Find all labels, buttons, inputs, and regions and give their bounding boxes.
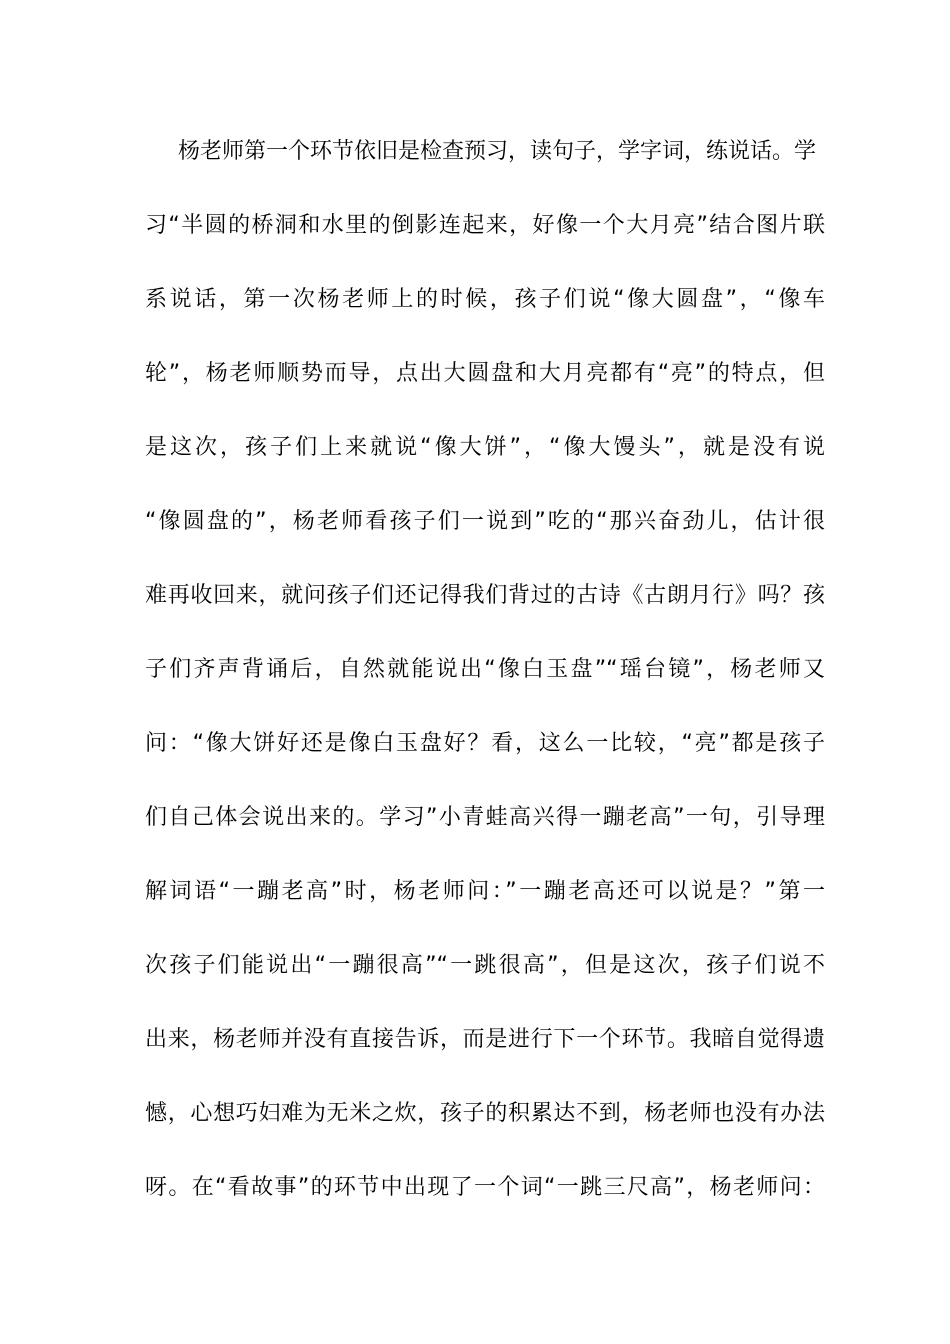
paragraph-line-9: 问：“像大饼好还是像白玉盘好？看，这么一比较，“亮”都是孩子 [145, 731, 825, 756]
paragraph-line-2: 习“半圆的桥洞和水里的倒影连起来，好像一个大月亮”结合图片联 [145, 213, 825, 238]
paragraph-line-3: 系说话，第一次杨老师上的时候，孩子们说“像大圆盘”，“像车 [145, 287, 825, 312]
paragraph-line-6: “像圆盘的”，杨老师看孩子们一说到”吃的“那兴奋劲儿，估计很 [145, 509, 825, 534]
paragraph-line-15: 呀。在“看故事”的环节中出现了一个词“一跳三尺高”，杨老师问： [145, 1175, 825, 1200]
paragraph-line-7: 难再收回来，就问孩子们还记得我们背过的古诗《古朗月行》吗？孩 [145, 583, 825, 608]
paragraph-line-8: 子们齐声背诵后，自然就能说出“像白玉盘”“瑶台镜”，杨老师又 [145, 657, 825, 682]
paragraph-line-1: 杨老师第一个环节依旧是检查预习，读句子，学字词，练说话。学 [178, 139, 817, 164]
paragraph-line-11: 解词语“一蹦老高”时，杨老师问：”一蹦老高还可以说是？”第一 [145, 879, 825, 904]
paragraph-line-10: 们自己体会说出来的。学习”小青蛙高兴得一蹦老高”一句，引导理 [145, 805, 825, 830]
paragraph-line-13: 出来，杨老师并没有直接告诉，而是进行下一个环节。我暗自觉得遗 [145, 1027, 825, 1052]
paragraph-line-14: 憾，心想巧妇难为无米之炊，孩子的积累达不到，杨老师也没有办法 [145, 1101, 825, 1126]
paragraph-line-4: 轮”，杨老师顺势而导，点出大圆盘和大月亮都有“亮”的特点，但 [145, 361, 825, 386]
paragraph-line-12: 次孩子们能说出“一蹦很高”“一跳很高”，但是这次，孩子们说不 [145, 953, 825, 978]
paragraph-line-5: 是这次，孩子们上来就说“像大饼”，“像大馒头”，就是没有说 [145, 435, 825, 460]
